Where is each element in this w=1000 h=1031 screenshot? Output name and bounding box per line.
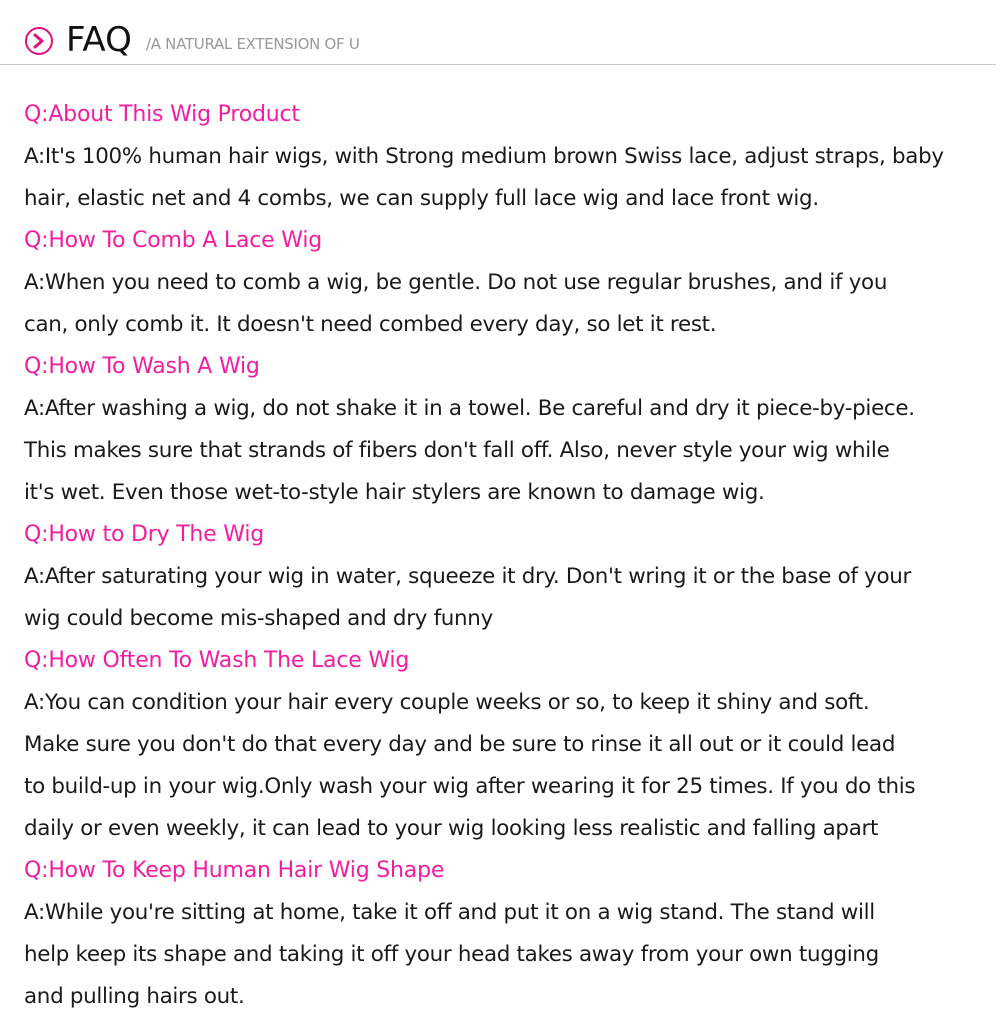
- faq-item: [24, 850, 964, 1018]
- faq-item: [24, 94, 964, 220]
- chevron-right-circle-icon: [24, 26, 54, 56]
- header-divider: [0, 64, 996, 65]
- faq-answer-line: daily or even weekly, it can lead to your wig looking less realistic and falling apart: [24, 816, 879, 841]
- faq-answer-line: it's wet. Even those wet-to-style hair stylers are known to damage wig.: [24, 480, 765, 505]
- faq-answer-line: A:You can condition your hair every couple weeks or so, to keep it shiny and soft.: [24, 690, 870, 715]
- faq-header: [0, 0, 1000, 66]
- faq-item: [24, 640, 964, 850]
- faq-answer: [24, 388, 964, 514]
- page-subtitle: /A NATURAL EXTENSION OF U: [146, 35, 360, 53]
- faq-answer-line: A:When you need to comb a wig, be gentle. Do not use regular brushes, and if you: [24, 270, 888, 295]
- faq-item: [24, 220, 964, 346]
- faq-answer: [24, 556, 964, 640]
- faq-question: Q:How to Dry The Wig: [24, 522, 265, 547]
- faq-answer-line: This makes sure that strands of fibers don't fall off. Also, never style your wig while: [24, 438, 890, 463]
- faq-item: [24, 514, 964, 640]
- page-title: FAQ: [66, 20, 132, 60]
- faq-answer-line: A:It's 100% human hair wigs, with Strong medium brown Swiss lace, adjust straps, baby: [24, 144, 944, 169]
- faq-answer: [24, 136, 964, 220]
- faq-answer-line: A:After saturating your wig in water, squeeze it dry. Don't wring it or the base of your: [24, 564, 912, 589]
- faq-item: [24, 346, 964, 514]
- faq-answer-line: help keep its shape and taking it off your head takes away from your own tugging: [24, 942, 879, 967]
- faq-question: Q:How To Comb A Lace Wig: [24, 228, 323, 253]
- faq-answer-line: wig could become mis-shaped and dry funny: [24, 606, 493, 631]
- faq-answer: [24, 262, 964, 346]
- faq-answer-line: A:While you're sitting at home, take it off and put it on a wig stand. The stand will: [24, 900, 875, 925]
- faq-answer-line: to build-up in your wig.Only wash your wig after wearing it for 25 times. If you do this: [24, 774, 916, 799]
- faq-question: Q:How Often To Wash The Lace Wig: [24, 648, 410, 673]
- faq-answer-line: and pulling hairs out.: [24, 984, 245, 1009]
- faq-answer-line: Make sure you don't do that every day and be sure to rinse it all out or it could lead: [24, 732, 896, 757]
- faq-answer: [24, 892, 964, 1018]
- faq-question: Q:How To Keep Human Hair Wig Shape: [24, 858, 445, 883]
- faq-answer-line: can, only comb it. It doesn't need combed every day, so let it rest.: [24, 312, 717, 337]
- faq-answer: [24, 682, 964, 850]
- faq-answer-line: hair, elastic net and 4 combs, we can supply full lace wig and lace front wig.: [24, 186, 819, 211]
- faq-question: Q:About This Wig Product: [24, 102, 300, 127]
- faq-question: Q:How To Wash A Wig: [24, 354, 260, 379]
- faq-list: [24, 94, 964, 1018]
- faq-answer-line: A:After washing a wig, do not shake it in a towel. Be careful and dry it piece-by-piece.: [24, 396, 915, 421]
